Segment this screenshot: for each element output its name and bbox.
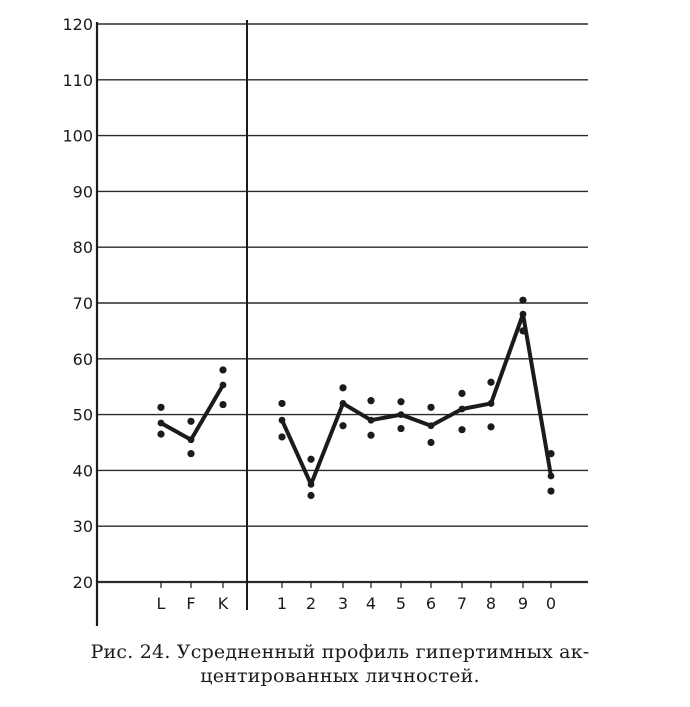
spread-point-5-1 xyxy=(397,398,404,405)
spread-point-K-1 xyxy=(219,366,226,373)
y-tick-label-40: 40 xyxy=(72,461,93,481)
x-tick-label-L: L xyxy=(156,594,166,613)
profile-point-5 xyxy=(398,411,405,418)
y-tick-label-30: 30 xyxy=(72,517,93,537)
spread-point-0-1 xyxy=(547,450,554,457)
spread-point-F-2 xyxy=(187,450,194,457)
x-tick-label-F: F xyxy=(186,594,196,613)
grid xyxy=(97,24,588,582)
spread-point-L-1 xyxy=(157,404,164,411)
spread-point-9-1 xyxy=(519,297,526,304)
profile-point-K xyxy=(220,382,227,389)
spread-point-8-1 xyxy=(487,379,494,386)
caption-line-2: центированных личностей. xyxy=(200,665,480,687)
spread-point-6-2 xyxy=(427,439,434,446)
spread-point-7-2 xyxy=(458,426,465,433)
caption-line-1: Рис. 24. Усредненный профиль гипертимных ак- xyxy=(90,641,590,663)
spread-point-2-2 xyxy=(307,492,314,499)
figure-caption xyxy=(60,640,620,688)
x-tick-label-5: 5 xyxy=(395,594,407,613)
profile-point-9 xyxy=(520,311,527,318)
y-tick-label-120: 120 xyxy=(62,15,93,34)
spread-point-3-1 xyxy=(339,384,346,391)
profile-point-L xyxy=(158,420,165,427)
x-tick-label-1: 1 xyxy=(276,594,288,613)
profile-point-8 xyxy=(488,400,495,407)
x-tick-labels xyxy=(157,594,557,613)
x-tick-label-3: 3 xyxy=(337,594,349,613)
spread-point-1-2 xyxy=(278,433,285,440)
spread-point-9-2 xyxy=(519,327,526,334)
x-tick-label-2: 2 xyxy=(305,594,317,613)
y-tick-label-20: 20 xyxy=(72,573,93,592)
x-tick-label-6: 6 xyxy=(425,594,437,613)
x-tick-label-9: 9 xyxy=(517,594,529,613)
series xyxy=(157,297,554,500)
spread-point-L-2 xyxy=(157,431,164,438)
profile-point-F xyxy=(188,436,195,443)
y-tick-label-110: 110 xyxy=(62,70,93,90)
profile-point-6 xyxy=(428,422,435,429)
spread-point-F-1 xyxy=(187,418,194,425)
spread-point-0-2 xyxy=(547,487,554,494)
profile-point-3 xyxy=(340,400,347,407)
y-tick-label-70: 70 xyxy=(72,294,93,313)
spread-point-2-1 xyxy=(307,456,314,463)
profile-point-2 xyxy=(308,481,315,488)
x-tick-label-8: 8 xyxy=(485,594,497,613)
x-tick-label-K: K xyxy=(217,594,229,613)
spread-point-6-1 xyxy=(427,404,434,411)
spread-point-8-2 xyxy=(487,423,494,430)
y-tick-label-100: 100 xyxy=(62,126,93,146)
spread-point-5-2 xyxy=(397,425,404,432)
spread-point-3-2 xyxy=(339,422,346,429)
profile-point-7 xyxy=(459,406,466,413)
y-tick-labels xyxy=(62,15,93,592)
axes xyxy=(97,20,551,626)
x-tick-label-4: 4 xyxy=(365,594,377,613)
spread-point-1-1 xyxy=(278,400,285,407)
spread-point-4-1 xyxy=(367,397,374,404)
y-tick-label-50: 50 xyxy=(72,405,93,425)
profile-point-1 xyxy=(279,417,286,424)
profile-line-group-1 xyxy=(161,385,223,440)
profile-point-0 xyxy=(548,473,555,480)
x-tick-label-0: 0 xyxy=(545,594,557,613)
profile-point-4 xyxy=(368,417,375,424)
y-tick-label-90: 90 xyxy=(72,182,93,202)
spread-point-K-2 xyxy=(219,401,226,408)
x-tick-label-7: 7 xyxy=(456,594,468,613)
y-tick-label-60: 60 xyxy=(72,349,93,369)
spread-point-4-2 xyxy=(367,432,374,439)
profile-line-group-2 xyxy=(282,314,551,484)
y-tick-label-80: 80 xyxy=(72,238,93,258)
spread-point-7-1 xyxy=(458,390,465,397)
